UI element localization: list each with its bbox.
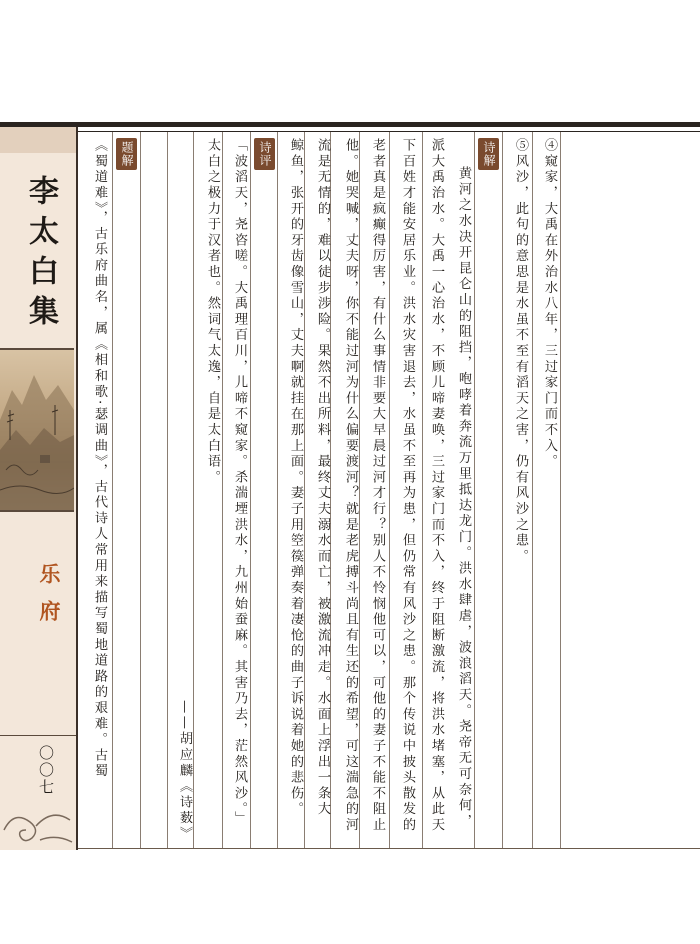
landscape-painting bbox=[0, 348, 74, 512]
note-5: ⑤风沙，此句的意思是水虽不至有滔天之害，仍有风沙之患。 bbox=[513, 138, 528, 565]
commentary-attribution: ——胡应麟《诗薮》 bbox=[177, 700, 192, 843]
decorative-swirl-icon bbox=[0, 800, 76, 850]
explanation-line-2: 派大禹治水。大禹一心治水，不顾儿啼妻唤，三过家门而不入，终于阻断激流，将洪水堵塞，从此天 bbox=[429, 138, 444, 834]
top-border bbox=[0, 122, 700, 127]
badge-poem-explanation: 诗解 bbox=[478, 138, 499, 170]
commentary-divider bbox=[277, 132, 278, 848]
sidebar-top-band bbox=[0, 127, 76, 153]
sidebar-divider bbox=[0, 735, 76, 736]
badge-commentary: 诗评 bbox=[254, 138, 275, 170]
badge-title-explanation: 题解 bbox=[116, 138, 137, 170]
explanation-line-3: 下百姓才能安居乐业。洪水灾害退去，水虽不至再为患，但仍常有风沙之患。那个传说中披头散发的 bbox=[400, 138, 415, 834]
bottom-rule bbox=[78, 848, 700, 849]
commentary-quote: 「波滔天，尧咨嗟。大禹理百川，儿啼不窥家。杀湍堙洪水，九州始蚕麻。其害乃去，茫然风沙。」 bbox=[232, 138, 247, 827]
section-title: 乐府 bbox=[37, 563, 62, 637]
page-number: 〇〇七 bbox=[37, 745, 55, 796]
sidebar-edge bbox=[76, 127, 78, 850]
notes-divider bbox=[502, 132, 503, 848]
column-divider-11 bbox=[112, 132, 113, 848]
column-divider-10 bbox=[140, 132, 141, 848]
column-divider-9 bbox=[167, 132, 168, 848]
book-title: 李太白集 bbox=[23, 175, 58, 335]
explanation-line-4: 老者真是疯癫得厉害，有什么事情非要大早晨过河才行？别人不怜悯他可以，可他的妻子不能不阻止 bbox=[370, 138, 385, 834]
title-explanation-line-1: 《蜀道难》，古乐府曲名，属《相和歌·瑟调曲》，古代诗人常用来描写蜀地道路的艰难。古蜀 bbox=[92, 138, 107, 780]
note-4: ④窥家，大禹在外治水八年，三过家门而不入。 bbox=[542, 138, 557, 470]
commentary-line-2: 太白之极力于汉者也。然词气太逸，自是太白语。 bbox=[205, 138, 220, 486]
explanation-line-5: 他。她哭喊，丈夫呀，你不能过河为什么偏要渡河？就是老虎搏斗尚且有生还的希望，可这湍急的河 bbox=[343, 138, 358, 834]
explanation-line-7: 鲸鱼，张开的牙齿像雪山，丈夫啊就挂在那上面。妻子用箜篌弹奏着凄怆的曲子诉说着她的悲伤。 bbox=[288, 138, 303, 818]
explanation-line-1: 黄河之水决开昆仑山的阻挡，咆哮着奔流万里抵达龙门。洪水肆虐，波浪滔天。尧帝无可奈何， bbox=[456, 166, 471, 830]
explanation-line-6: 流是无情的，难以徒步涉险。果然不出所料，最终丈夫溺水而亡，被激流冲走。水面上浮出一条大 bbox=[315, 138, 330, 818]
